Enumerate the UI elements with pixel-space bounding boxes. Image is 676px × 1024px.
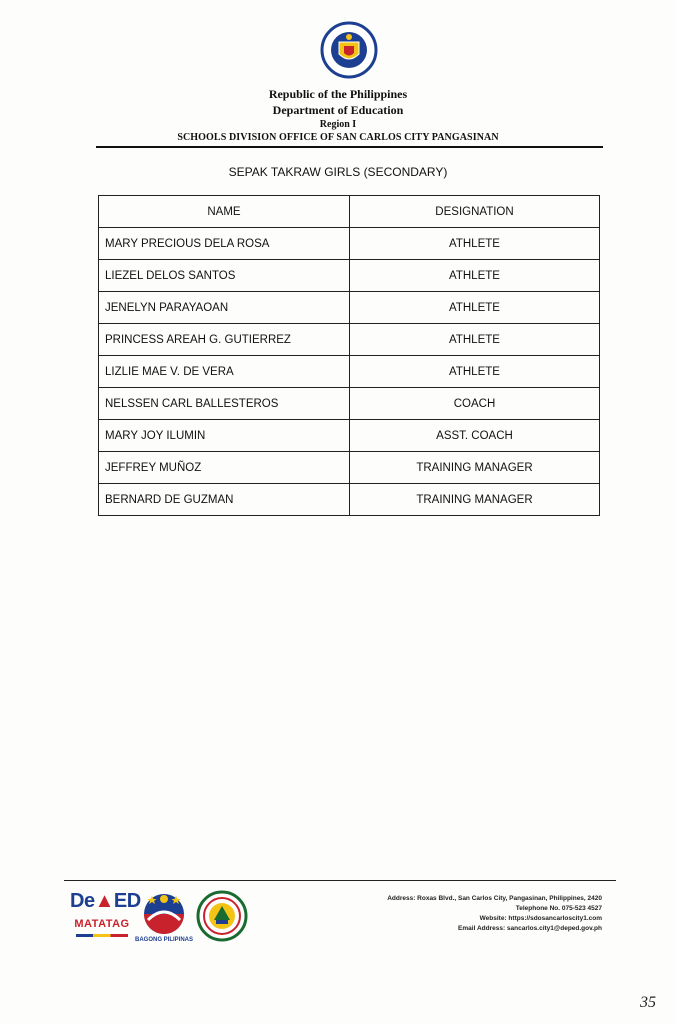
bagong-pilipinas-logo [134, 890, 193, 946]
region-heading: Region I [319, 119, 357, 130]
table-header-row [99, 196, 600, 228]
table-row [99, 292, 600, 324]
roster-table [98, 195, 600, 516]
bagong-pilipinas-label: BAGONG PILIPINAS [134, 937, 193, 943]
bagong-pilipinas-icon [138, 890, 190, 936]
name-cell: NELSSEN CARL BALLESTEROS [99, 388, 350, 420]
table-row [99, 356, 600, 388]
designation-column-header: DESIGNATION [350, 196, 600, 228]
designation-cell: ATHLETE [350, 228, 600, 260]
table-row [99, 324, 600, 356]
name-cell: MARY PRECIOUS DELA ROSA [99, 228, 350, 260]
name-cell: MARY JOY ILUMIN [99, 420, 350, 452]
deped-matatag-logo [70, 890, 141, 946]
name-cell: BERNARD DE GUZMAN [99, 484, 350, 516]
telephone-line: Telephone No. 075-523 4527 [515, 905, 602, 912]
table-row [99, 260, 600, 292]
name-cell: PRINCESS AREAH G. GUTIERREZ [99, 324, 350, 356]
document-title: SEPAK TAKRAW GIRLS (SECONDARY) [228, 165, 448, 179]
division-heading: SCHOOLS DIVISION OFFICE OF SAN CARLOS CITY PANGASINAN [177, 132, 499, 143]
table-row [99, 484, 600, 516]
contact-address-block [387, 894, 602, 934]
website-line: Website: https://sdosancarloscity1.com [479, 915, 602, 922]
deped-seal-icon [320, 20, 378, 82]
table-row [99, 420, 600, 452]
sdo-san-carlos-seal-icon [196, 890, 248, 942]
header-divider [96, 146, 603, 148]
designation-cell: TRAINING MANAGER [350, 484, 600, 516]
designation-cell: TRAINING MANAGER [350, 452, 600, 484]
republic-heading: Republic of the Philippines [268, 87, 408, 101]
deped-wordmark: De▲ED [70, 890, 141, 912]
table-row [99, 452, 600, 484]
name-column-header: NAME [99, 196, 350, 228]
footer-divider [64, 880, 616, 881]
designation-cell: ATHLETE [350, 260, 600, 292]
designation-cell: ASST. COACH [350, 420, 600, 452]
name-cell: JEFFREY MUÑOZ [99, 452, 350, 484]
name-cell: JENELYN PARAYAOAN [99, 292, 350, 324]
handwritten-page-number: 35 [640, 994, 656, 1011]
department-heading: Department of Education [272, 103, 404, 117]
name-cell: LIEZEL DELOS SANTOS [99, 260, 350, 292]
table-row [99, 228, 600, 260]
designation-cell: COACH [350, 388, 600, 420]
designation-cell: ATHLETE [350, 356, 600, 388]
designation-cell: ATHLETE [350, 324, 600, 356]
matatag-label: MATATAG [74, 918, 130, 930]
matatag-stripe [76, 934, 128, 937]
email-line: Email Address: sancarlos.city1@deped.gov.ph [458, 925, 602, 932]
designation-cell: ATHLETE [350, 292, 600, 324]
name-cell: LIZLIE MAE V. DE VERA [99, 356, 350, 388]
address-line: Address: Roxas Blvd., San Carlos City, Pangasinan, Philippines, 2420 [387, 895, 602, 902]
table-row [99, 388, 600, 420]
